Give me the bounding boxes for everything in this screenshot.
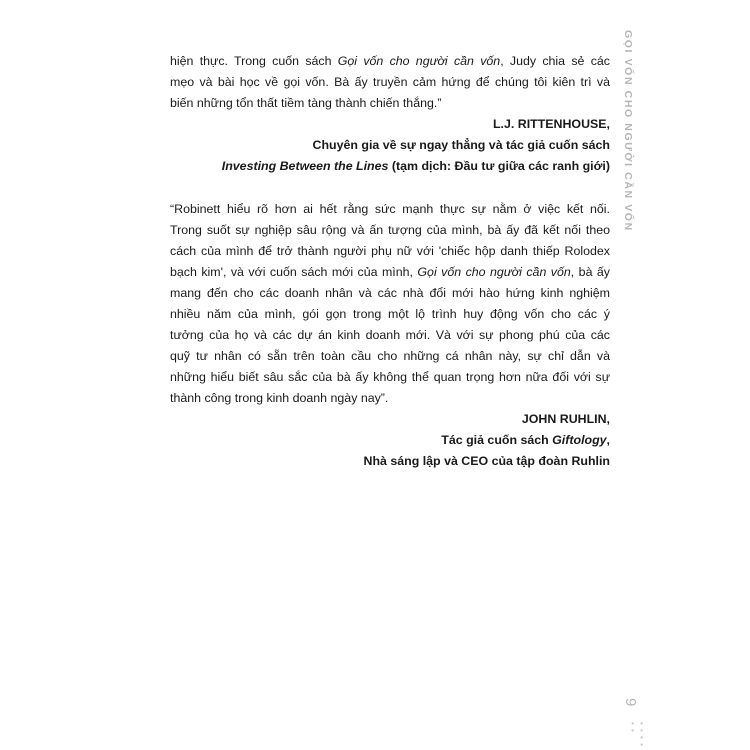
running-header: GỌI VỐN CHO NGƯỜI CẦN VỐN <box>622 30 634 232</box>
quote-line: quỹ tư nhân có sẵn trên toàn cầu cho những cá nhân này, sự chỉ dẫn và <box>170 349 610 363</box>
book-title-inline: Gọi vốn cho người cần vốn <box>337 54 501 68</box>
quote-line: mẹo và bài học về gọi vốn. Bà ấy truyền cảm hứng để chúng tôi kiên trì và <box>170 75 610 89</box>
quote-line: nhiều năm của mình, gói gọn trong một lộ trình huy động vốn cho các ý <box>170 307 610 321</box>
book-title-inline: Gọi vốn cho người cần vốn <box>417 265 571 279</box>
quote-rittenhouse <box>170 51 610 177</box>
quote-line: Trong suốt sự nghiệp sâu rộng và ấn tượng của mình, bà ấy đã kết nối theo <box>170 223 610 237</box>
author-book: Investing Between the Lines (tạm dịch: Đầu tư giữa các ranh giới) <box>221 159 610 173</box>
author-role: Chuyên gia về sự ngay thẳng và tác giả cuốn sách <box>312 138 610 152</box>
quote-ruhlin <box>170 199 610 472</box>
paragraph-gap <box>170 177 610 199</box>
page-body <box>170 51 610 472</box>
quote-line: biến những tổn thất tiềm tàng thành chiến thắng.” <box>170 96 442 110</box>
quote-line: “Robinett hiểu rõ hơn ai hết rằng sức mạnh thực sự nằm ở việc kết nối. <box>170 202 610 216</box>
quote-line: tưởng của họ và các dự án kinh doanh mới. Và với sự phong phú của các <box>170 328 610 342</box>
quote-line: bạch kim', và với cuốn sách mới của mình, Gọi vốn cho người cần vốn, bà ấy <box>170 265 611 279</box>
quote-author: L.J. RITTENHOUSE, <box>492 117 610 131</box>
quote-line: những hiểu biết sâu sắc của bà ấy không thể quan trọng hơn nữa đối với sự <box>170 370 610 384</box>
quote-line: mang đến cho các doanh nhân và các nhà đổi mới hào hứng kinh nghiệm <box>170 286 610 300</box>
page-number: 9 <box>622 698 639 707</box>
quote-line: thành công trong kinh doanh ngày nay”. <box>170 391 389 405</box>
author-company: Nhà sáng lập và CEO của tập đoàn Ruhlin <box>363 454 610 468</box>
quote-author: JOHN RUHLIN, <box>521 412 610 426</box>
page-dots: • • • • • • <box>628 722 646 747</box>
author-role: Tác giả cuốn sách Giftology, <box>441 433 610 447</box>
quote-line: cách của mình để trở thành người phụ nữ với 'chiếc hộp danh thiếp Rolodex <box>170 244 610 258</box>
quote-line: hiện thực. Trong cuốn sách Gọi vốn cho người cần vốn, Judy chia sẻ các <box>170 54 610 68</box>
